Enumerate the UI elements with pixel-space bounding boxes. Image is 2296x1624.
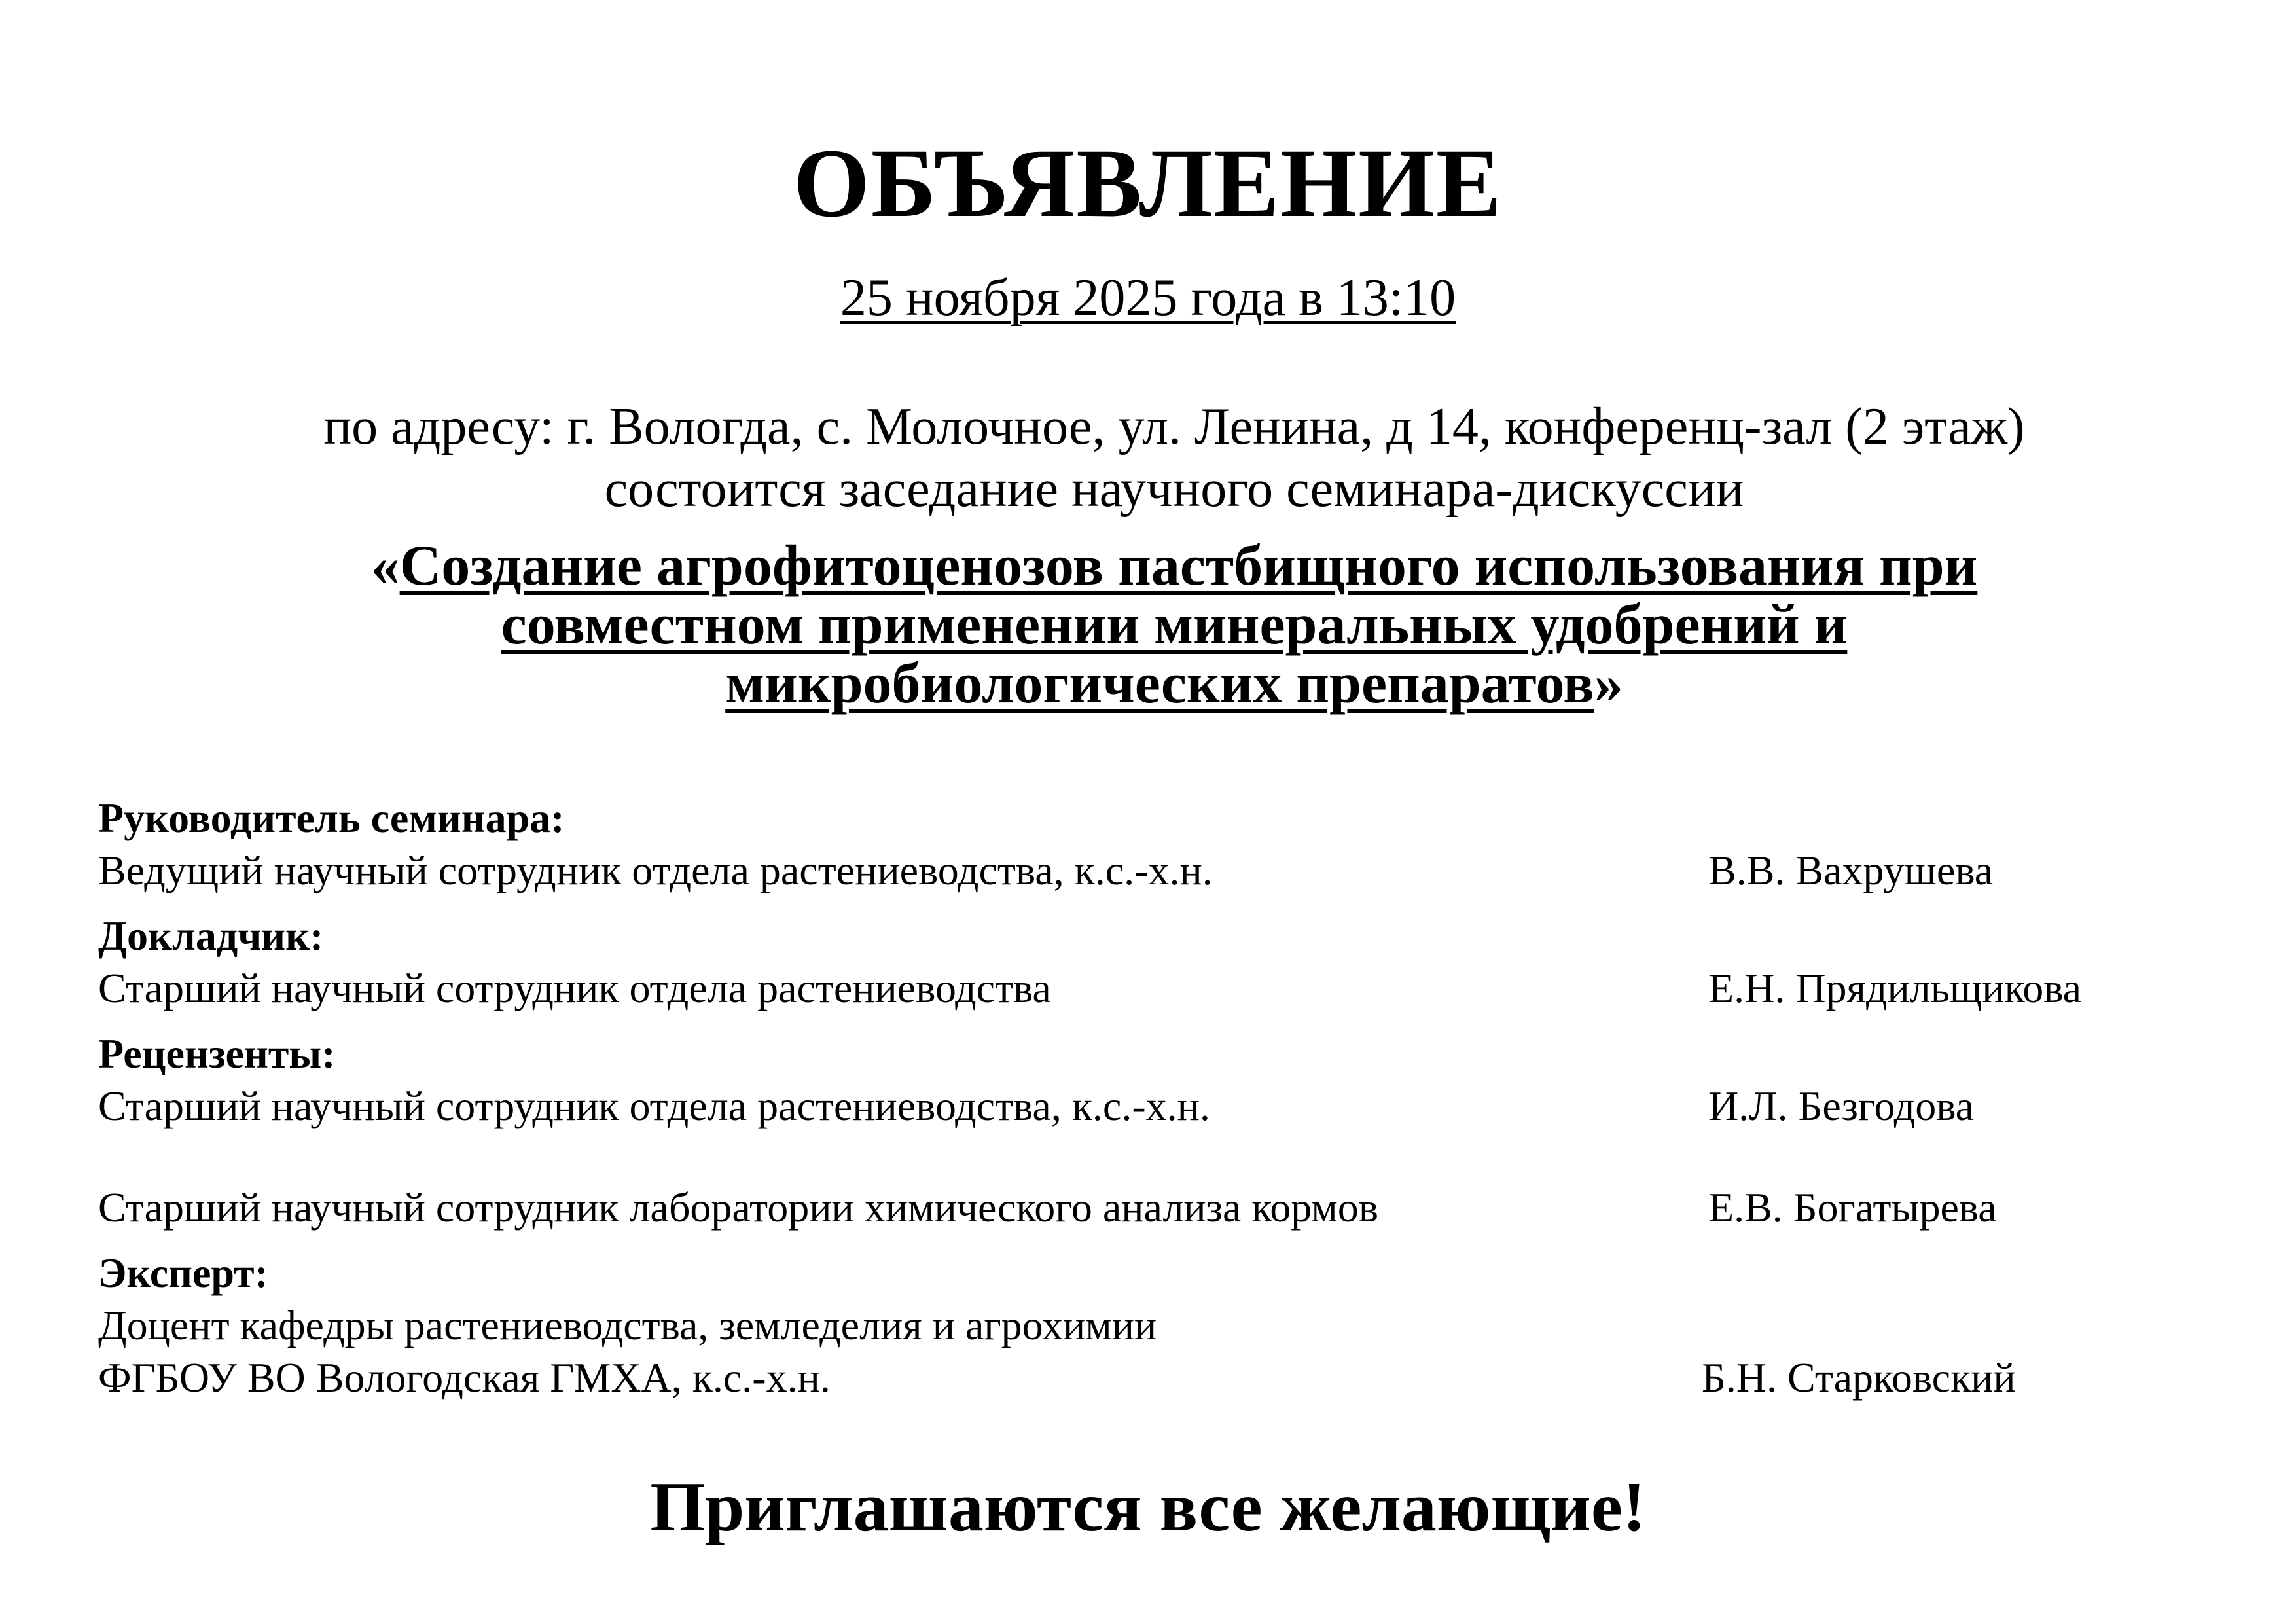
- reviewer-2-name: Е.В. Богатырева: [1708, 1184, 1997, 1231]
- expert-position-line-2: ФГБОУ ВО Вологодская ГМХА, к.с.-х.н.: [98, 1354, 831, 1401]
- topic-line-1: [26, 534, 2296, 598]
- expert-position-line-1: Доцент кафедры растениеводства, земледелия и агрохимии: [98, 1302, 1157, 1348]
- event-description: состоится заседание научного семинара-дискуссии: [604, 460, 1744, 518]
- leader-position: Ведущий научный сотрудник отдела растениеводства, к.с.-х.н.: [98, 847, 1213, 893]
- expert-section-title: Эксперт:: [98, 1250, 268, 1296]
- leader-name: В.В. Вахрушева: [1708, 847, 1994, 893]
- announcement-heading: ОБЪЯВЛЕНИЕ: [793, 129, 1503, 238]
- reviewers-section-title: Рецензенты:: [98, 1030, 336, 1077]
- speaker-section-title: Докладчик:: [98, 912, 324, 959]
- reviewer-1-position: Старший научный сотрудник отдела растениеводства, к.с.-х.н.: [98, 1083, 1210, 1129]
- event-datetime: 25 ноября 2025 года в 13:10: [840, 269, 1456, 327]
- leader-section-title: Руководитель семинара:: [98, 795, 565, 841]
- topic-open-quote: «: [370, 534, 400, 598]
- topic-line-3: [26, 652, 2296, 715]
- topic-text-line-3: микробиологических препаратов: [725, 652, 1594, 715]
- reviewer-1-name: И.Л. Безгодова: [1708, 1083, 1974, 1129]
- reviewer-2-position: Старший научный сотрудник лаборатории химического анализа кормов: [98, 1184, 1378, 1231]
- seminar-topic: [26, 534, 2296, 715]
- topic-close-quote: »: [1594, 652, 1623, 715]
- event-address: по адресу: г. Вологда, с. Молочное, ул. Ленина, д 14, конференц-зал (2 этаж): [323, 398, 2025, 456]
- speaker-position: Старший научный сотрудник отдела растениеводства: [98, 965, 1051, 1011]
- topic-text-line-1: Создание агрофитоценозов пастбищного использования при: [399, 534, 1978, 598]
- speaker-name: Е.Н. Прядильщикова: [1708, 965, 2082, 1011]
- datetime-wrapper: [0, 265, 2296, 331]
- invitation-text: Приглашаются все желающие!: [650, 1468, 1646, 1546]
- expert-name: Б.Н. Старковский: [1702, 1354, 2016, 1401]
- topic-text-line-2: совместном применении минеральных удобрений и: [501, 593, 1848, 657]
- topic-line-2: [26, 593, 2296, 657]
